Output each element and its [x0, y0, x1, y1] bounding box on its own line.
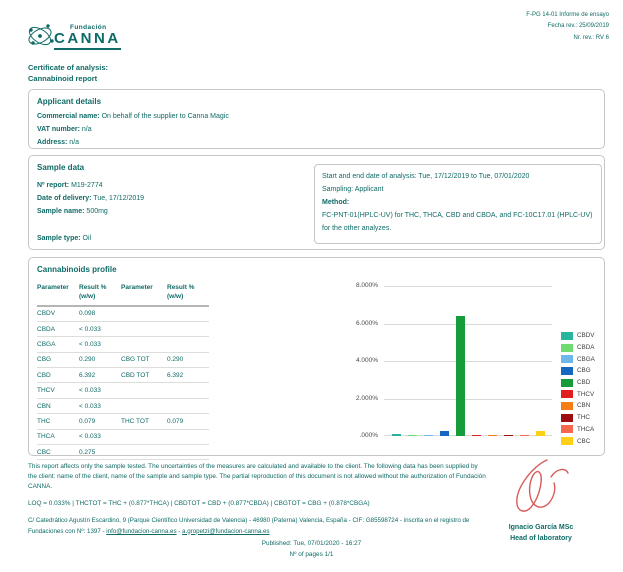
legend-label: THCV: [577, 390, 595, 398]
email-link-info[interactable]: info@fundacion-canna.es: [106, 527, 177, 535]
header-parameter-1: Parameter: [37, 284, 69, 291]
sample-heading: Sample data: [37, 163, 85, 172]
field-value: 500mg: [86, 208, 108, 215]
doc-ref: F-PG 14-01 Informe de ensayo: [526, 12, 609, 18]
applicant-heading: Applicant details: [37, 97, 102, 106]
legend-swatch: [561, 437, 573, 445]
result-cell: 0.098: [79, 310, 96, 318]
result-cell: < 0.033: [79, 433, 101, 441]
parameter-cell: CBG TOT: [121, 356, 150, 364]
bar-thcv: [472, 435, 481, 436]
sample-left-column: [29, 179, 144, 245]
bar-cbd: [456, 316, 465, 436]
y-tick-label: 2.000%: [355, 394, 378, 402]
field-label: Commercial name:: [37, 113, 100, 120]
table-row: [37, 414, 209, 429]
result-cell: < 0.033: [79, 341, 101, 348]
legend-label: CBN: [577, 402, 591, 410]
legend-swatch: [561, 379, 573, 387]
cannabinoid-table: [37, 284, 209, 460]
result-cell: < 0.033: [79, 402, 101, 410]
header-result-1: Result % (w/w): [79, 284, 107, 300]
legend-item-thcv: [561, 388, 623, 400]
field-value: n/a: [69, 139, 80, 146]
y-tick-label: 4.000%: [355, 357, 378, 364]
parameter-cell: CBDA: [37, 325, 56, 333]
disclaimer-text: This report affects only the sample tested. The uncertainties of the measures are calculated and available to the client. The following data has been supplied by the client: name of the client, name of the sample and sample type. The partial reproduction of this document is not allowed without the authorization of Fundación CANNA.: [28, 463, 486, 490]
result-cell: 0.290: [79, 356, 96, 364]
legend-label: CBC: [577, 437, 591, 445]
field-value: n/a: [81, 126, 92, 133]
result-cell: 0.290: [167, 356, 184, 364]
page-count: Nº of pages 1/1: [289, 551, 334, 558]
email-separator: -: [176, 527, 183, 535]
bar-cbga: [424, 435, 433, 436]
legend-item-cbdv: [561, 330, 623, 342]
parameter-cell: CBDV: [37, 310, 56, 318]
y-tick-label: .000%: [359, 432, 378, 439]
result-cell: 0.079: [79, 417, 96, 425]
parameter-cell: CBN: [37, 402, 51, 410]
method-text: FC-PNT-01(HPLC-UV) for THC, THCA, CBD and CBDA, and FC-10C17.01 (HPLC-UV) for the other analyzes.: [322, 212, 593, 232]
method-label: Method:: [322, 199, 350, 206]
legend-label: CBD: [577, 379, 591, 387]
parameter-cell: CBD: [37, 371, 51, 379]
logo-text: [54, 24, 121, 50]
field-label: Nº report:: [37, 182, 70, 189]
table-row: [37, 383, 209, 398]
legend-swatch: [561, 332, 573, 340]
cannabinoid-table-body: [37, 307, 209, 461]
chart-plot-area: [384, 286, 552, 436]
sample-name-field: [29, 205, 144, 218]
result-cell: 6.392: [167, 371, 184, 379]
sampling-field: [322, 183, 594, 196]
bar-cbg: [440, 431, 449, 436]
field-label: Start and end date of analysis:: [322, 173, 417, 180]
legend-item-cbda: [561, 342, 623, 354]
field-value: Tue, 17/12/2019: [93, 195, 145, 202]
signatory-name: Ignacio García MSc: [508, 524, 574, 531]
y-tick-label: 6.000%: [355, 319, 378, 327]
lab-address: [28, 516, 490, 537]
applicant-details-section: [28, 89, 605, 149]
vat-number-field: [29, 123, 604, 136]
bar-thc: [504, 435, 513, 436]
signature-icon: [499, 456, 583, 518]
table-row: [37, 368, 209, 383]
bar-cbc: [536, 431, 545, 436]
address-field: [29, 136, 604, 149]
field-value: M19-2774: [71, 182, 103, 189]
parameter-cell: CBGA: [37, 341, 56, 348]
result-cell: 0.079: [167, 417, 184, 425]
parameter-cell: CBG: [37, 356, 52, 364]
table-row: [37, 322, 209, 337]
parameter-cell: THCV: [37, 387, 55, 395]
legend-swatch: [561, 344, 573, 352]
signature-block: [478, 456, 604, 542]
bar-thca: [520, 435, 529, 436]
bar-cbn: [488, 435, 497, 436]
gridline: [384, 361, 552, 362]
field-value: On behalf of the supplier to Canna Magic: [101, 113, 229, 120]
field-label: Date of delivery:: [37, 195, 92, 202]
document-title: [28, 63, 108, 84]
email-link-personal[interactable]: a.gropetzi@fundacion-canna.es: [182, 527, 270, 535]
parameter-cell: CBD TOT: [121, 371, 150, 379]
table-row: [37, 445, 209, 460]
table-row: [37, 307, 209, 322]
header-parameter-2: Parameter: [121, 284, 153, 291]
parameter-cell: THC TOT: [121, 417, 149, 425]
legend-item-cbn: [561, 400, 623, 412]
legend-item-cbc: [561, 435, 623, 447]
legend-label: CBGA: [577, 355, 595, 363]
legend-swatch: [561, 390, 573, 398]
result-cell: < 0.033: [79, 325, 101, 333]
result-cell: < 0.033: [79, 387, 101, 395]
chart-legend: [561, 330, 623, 447]
title-line-1: Certificate of analysis:: [28, 63, 109, 72]
table-row: [37, 399, 209, 414]
report-number-field: [29, 179, 144, 192]
legend-swatch: [561, 367, 573, 375]
table-row: [37, 337, 209, 352]
published-timestamp: Published: Tue, 07/01/2020 - 16:27: [261, 540, 362, 547]
field-value: Tue, 17/12/2019 to Tue, 07/01/2020: [418, 173, 530, 180]
result-cell: 6.392: [79, 371, 96, 379]
gridline: [384, 399, 552, 400]
field-label: Sample type:: [37, 235, 81, 242]
gridline: [384, 324, 552, 325]
logo-canna: CANNA: [54, 31, 121, 50]
chart-y-axis: [339, 282, 381, 439]
field-label: Sampling:: [322, 186, 354, 193]
field-label: VAT number:: [37, 126, 80, 133]
legend-swatch: [561, 355, 573, 363]
cannabinoid-bar-chart: [339, 282, 604, 446]
legend-item-cbga: [561, 353, 623, 365]
analysis-info-box: [314, 164, 602, 244]
cannabinoids-profile-section: [28, 257, 605, 456]
field-label: Address:: [37, 139, 68, 146]
address-text: C/ Catedrático Agustín Escardino, 9 (Parque Científico Universidad de Valencia) - 46980 (Paterna) Valencia, España - CIF: G85598724 - inscrita en el registro de Fundaciones con Nº: 1397 -: [28, 517, 470, 535]
gridline: [384, 286, 552, 287]
legend-item-thc: [561, 412, 623, 424]
legend-label: CBDA: [577, 344, 595, 352]
sample-type-field: [29, 232, 144, 245]
legend-item-thca: [561, 424, 623, 436]
legend-swatch: [561, 414, 573, 422]
result-cell: 0.275: [79, 448, 96, 456]
profile-heading: Cannabinoids profile: [37, 265, 117, 274]
analysis-dates-field: [322, 170, 594, 183]
delivery-date-field: [29, 192, 144, 205]
legend-swatch: [561, 402, 573, 410]
parameter-cell: CBC: [37, 448, 51, 456]
bar-cbda: [408, 435, 417, 436]
table-row: [37, 353, 209, 368]
loq-formula-text: LOQ = 0.033% | THCTOT = THC + (0.877*THCA) | CBDTOT = CBD + (0.877*CBDA) | CBGTOT = CBG + (0.878*CBGA): [28, 500, 370, 507]
parameter-cell: THCA: [37, 433, 55, 441]
sample-data-section: [28, 155, 605, 250]
field-label: Sample name:: [37, 208, 85, 215]
legend-label: CBDV: [577, 332, 595, 340]
legend-swatch: [561, 425, 573, 433]
canna-logo: [26, 20, 121, 52]
field-value: Applicant: [354, 186, 384, 193]
revision-number: Nr. rev.: RV 6: [573, 34, 609, 41]
header-result-2: Result % (w/w): [167, 284, 195, 300]
parameter-cell: THC: [37, 417, 51, 425]
legend-item-cbg: [561, 365, 623, 377]
signatory-role: Head of laboratory: [510, 535, 572, 542]
commercial-name-field: [29, 110, 604, 123]
legend-item-cbd: [561, 377, 623, 389]
revision-date: Fecha rev.: 25/09/2019: [547, 23, 609, 30]
title-line-2: Cannabinoid report: [28, 73, 98, 83]
bar-cbdv: [392, 434, 401, 436]
y-tick-label: 8.000%: [355, 282, 378, 289]
logo-fundacion: Fundación: [70, 24, 107, 31]
table-row: [37, 430, 209, 445]
legend-label: THC: [577, 414, 590, 422]
cannabinoid-table-header: [37, 284, 209, 307]
legend-label: THCA: [577, 425, 595, 433]
field-value: Oil: [82, 235, 92, 242]
document-revision-info: [526, 10, 609, 44]
legend-label: CBG: [577, 367, 591, 375]
